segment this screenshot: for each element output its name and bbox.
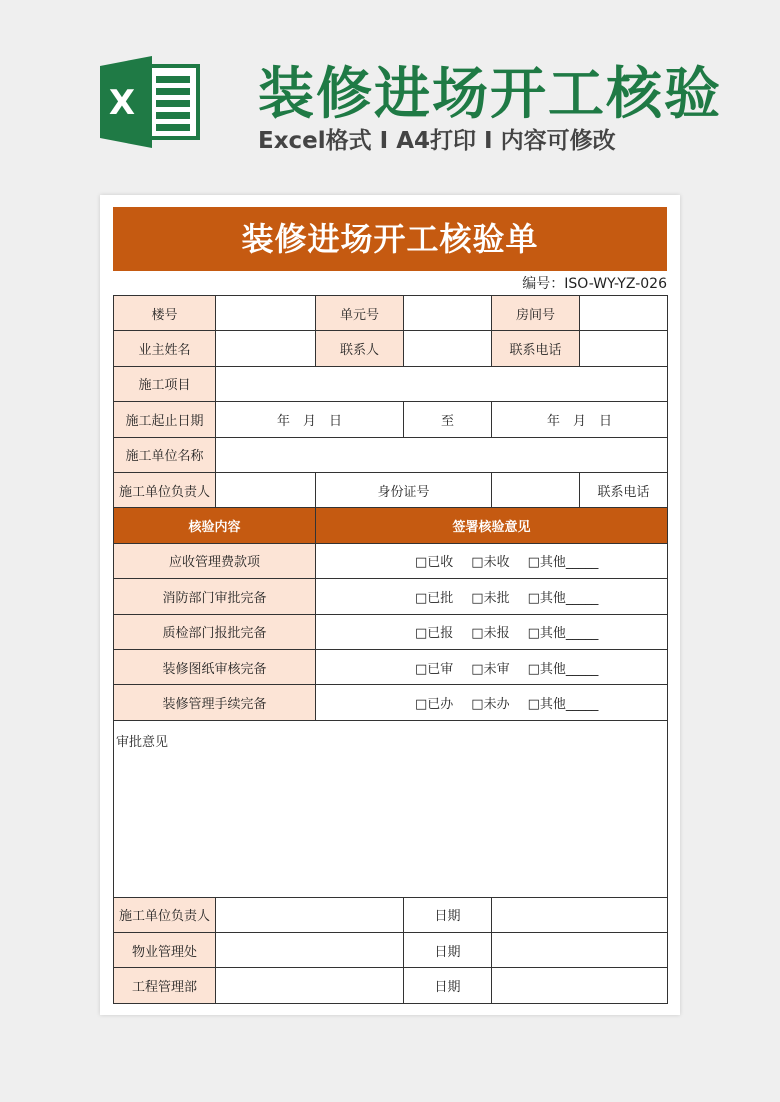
check-item: 应收管理费款项 [114, 543, 316, 578]
check-item: 质检部门报批完备 [114, 614, 316, 649]
form-code: 编号：ISO-WY-YZ-026 [522, 276, 667, 292]
check-item: 装修管理手续完备 [114, 685, 316, 720]
check-row [114, 543, 668, 578]
check-row [114, 649, 668, 684]
date-label: 日期 [404, 968, 492, 1003]
signer-label: 物业管理处 [114, 933, 216, 968]
option-checkbox[interactable]: □未报 [471, 626, 510, 642]
option-checkbox[interactable]: □其他_____ [527, 626, 599, 642]
id-field[interactable] [492, 472, 580, 507]
label-owner: 业主姓名 [114, 331, 216, 366]
manager-field[interactable] [216, 472, 316, 507]
option-checkbox[interactable]: □已办 [415, 696, 454, 712]
end-date-field[interactable]: 年 月 日 [492, 402, 668, 437]
option-checkbox[interactable]: □已报 [415, 626, 454, 642]
check-row [114, 579, 668, 614]
option-checkbox[interactable]: □其他_____ [527, 661, 599, 677]
building-field[interactable] [216, 296, 316, 331]
label-company: 施工单位名称 [114, 437, 216, 472]
contact-field[interactable] [404, 331, 492, 366]
signature-field[interactable] [216, 968, 404, 1003]
signer-label: 施工单位负责人 [114, 897, 216, 932]
option-checkbox[interactable]: □未办 [471, 696, 510, 712]
form-title: 装修进场开工核验单 [113, 207, 667, 271]
date-label: 日期 [404, 933, 492, 968]
check-row [114, 685, 668, 720]
signature-field[interactable] [216, 933, 404, 968]
label-room: 房间号 [492, 296, 580, 331]
label-phone2: 联系电话 [580, 472, 668, 507]
label-phone: 联系电话 [492, 331, 580, 366]
option-checkbox[interactable]: □其他_____ [527, 555, 599, 571]
signature-field[interactable] [216, 897, 404, 932]
room-field[interactable] [580, 296, 668, 331]
option-checkbox[interactable]: □其他_____ [527, 590, 599, 606]
owner-field[interactable] [216, 331, 316, 366]
company-field[interactable] [216, 437, 668, 472]
option-checkbox[interactable]: □未审 [471, 661, 510, 677]
label-id: 身份证号 [316, 472, 492, 507]
form-sheet [100, 195, 680, 1015]
banner-subtitle: Excel格式 I A4打印 I 内容可修改 [258, 128, 616, 154]
label-dates: 施工起止日期 [114, 402, 216, 437]
date-field[interactable] [492, 897, 668, 932]
check-header-content: 核验内容 [114, 508, 316, 543]
signer-label: 工程管理部 [114, 968, 216, 1003]
option-checkbox[interactable]: □未批 [471, 590, 510, 606]
date-field[interactable] [492, 933, 668, 968]
approval-field[interactable] [114, 720, 668, 897]
to-label: 至 [404, 402, 492, 437]
check-item: 装修图纸审核完备 [114, 649, 316, 684]
label-unit: 单元号 [316, 296, 404, 331]
unit-field[interactable] [404, 296, 492, 331]
phone-field[interactable] [580, 331, 668, 366]
excel-logo-icon [100, 56, 200, 148]
check-row [114, 614, 668, 649]
date-label: 日期 [404, 897, 492, 932]
start-date-field[interactable]: 年 月 日 [216, 402, 404, 437]
svg-text:X: X [108, 83, 136, 123]
option-checkbox[interactable]: □已审 [415, 661, 454, 677]
label-contact: 联系人 [316, 331, 404, 366]
option-checkbox[interactable]: □已批 [415, 590, 454, 606]
check-item: 消防部门审批完备 [114, 579, 316, 614]
label-building: 楼号 [114, 296, 216, 331]
label-manager: 施工单位负责人 [114, 472, 216, 507]
form-table [113, 295, 668, 1004]
check-header-opinion: 签署核验意见 [316, 508, 668, 543]
banner-title: 装修进场开工核验 [258, 62, 722, 127]
option-checkbox[interactable]: □已收 [415, 555, 454, 571]
label-project: 施工项目 [114, 366, 216, 401]
option-checkbox[interactable]: □其他_____ [527, 696, 599, 712]
approval-label: 审批意见 [116, 734, 169, 750]
project-field[interactable] [216, 366, 668, 401]
date-field[interactable] [492, 968, 668, 1003]
option-checkbox[interactable]: □未收 [471, 555, 510, 571]
